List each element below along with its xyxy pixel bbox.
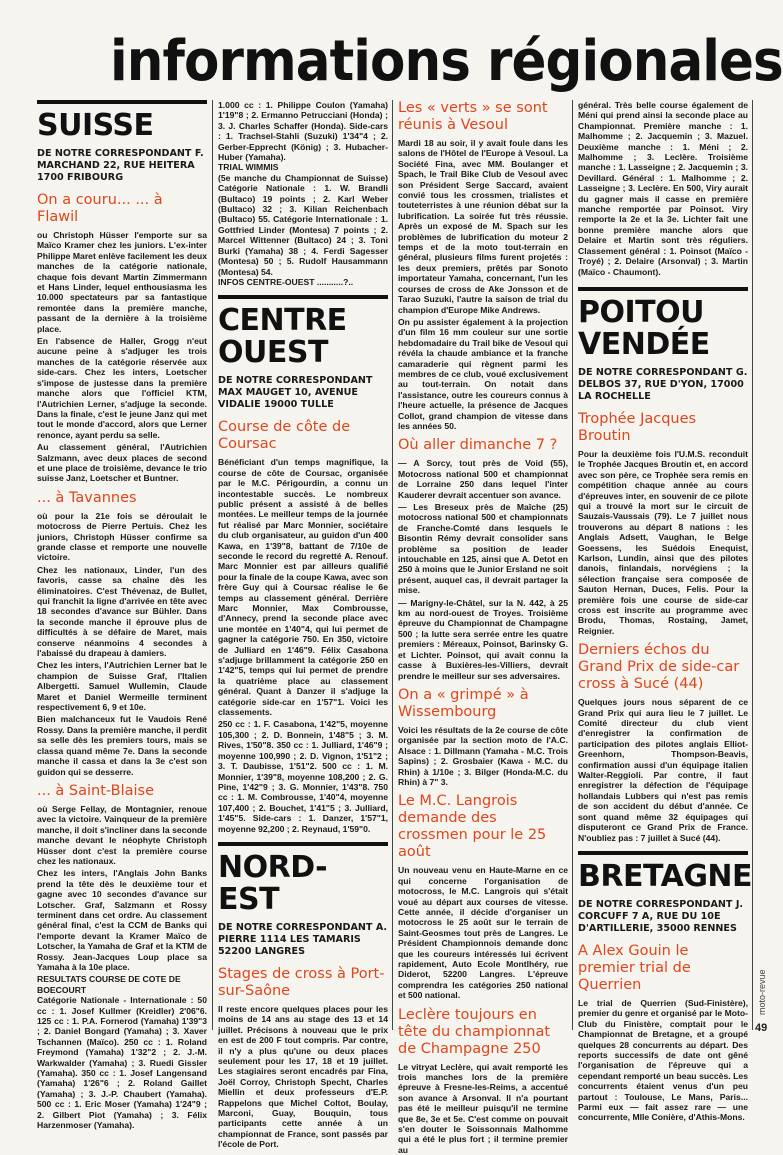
results-title: RESULTATS COURSE DE COTE DE BOECOURT <box>37 974 181 995</box>
headline-tavannes: ... à Tavannes <box>37 489 137 506</box>
paragraph: Quelques jours nous séparent de ce Grand Prix qui aura lieu le 7 juillet. Le Comité directeur du club vient d'enregistrer la confirmation de participation des pilotes anglais Elliot-Greenhorn, Thompson-Beavis, confirmation aussi d'un équipage italien Walter-Reggioli. Par contre, il faut enregistrer la défection de l'équipage hollandais Lubbers qui n'est pas remis de son accident du début d'année. Ce sont quand même 32 équipages qui disputeront ce Grand Prix de France. N'oubliez pas : 7 juillet à Sucé (44). <box>578 697 748 843</box>
region-title-nord-est: NORD-EST <box>218 849 328 917</box>
infos-line: INFOS CENTRE-OUEST ...........?.. <box>218 276 354 287</box>
headline-saint-blaise: ... à Saint-Blaise <box>37 782 155 799</box>
correspondent-address: DE NOTRE CORRESPONDANT A. PIERRE 1114 LES TAMARIS 52200 LANGRES <box>218 921 388 957</box>
paragraph: — A Sorcy, tout près de Void (55), Motocross national 500 et championnat de Lorraine 250 dans lequel l'inter Kauderer devrait accentuer son avance. <box>398 458 568 500</box>
results-list: Catégorie Nationale - Internationale : 50 cc : 1. Josef Kullmer (Kreidler) 2'06"6. 125 cc : 1. P.A. Fornerod (Yamaha) 1'39"3 ; 2. Daniel Bongard (Yamaha) ; 3. Xaver Tschannen (Maïco). 250 cc : 1. Roland Freymond (Yamaha) 1'32"2 ; 2. J.-M. Warkwalder (Yamaha) ; 3. Ruedi Gissler (Yamaha). 350 cc : 1. Josef Langensand (Yamaha) 1'26"6 ; 2. Roland Gaillet (Yamaha) ; 3. J.-P. Chaubert (Yamaha). 500 cc : 1. Eric Moser (Yamaha) 1'24"9 ; 2. Gilbert Piot (Yamaha) ; 3. Félix Harzenmoser (Yamaha). <box>37 995 207 1131</box>
headline-side-car-suce: Derniers échos du Grand Prix de side-car cross à Sucé (44) <box>578 642 740 693</box>
page-number: 49 <box>755 1022 768 1034</box>
headline-langrois: Le M.C. Langrois demande des crossmen pour le 25 août <box>398 793 547 861</box>
paragraph: 250 cc : 1. F. Casabona, 1'42"5, moyenne 105,300 ; 2. D. Bonnein, 1'48"5 ; 3. M. Rives, 1'50"8. 350 cc : 1. Julliard, 1'46"9 ; moyenne 100,990 ; 2. D. Vignon, 1'51"2 ; 3. T. Daubisse, 1'51"2. 500 cc : 1. M. Monnier, 1'39"8, moyenne 108,200 ; 2. G. Pine, 1'42"9 ; 3. G. Monnier, 1'43"8. 750 cc : 1. M. Combrousse, 1'40"4, moyenne 107,400 ; 2. Bouchet, 1'41"5 ; 3. Julliard, 1'45"5. Side-cars : 1. Danzer, 1'57"1, moyenne 92,200 ; 2. Reynaud, 1'59"0. <box>218 719 388 834</box>
article-body <box>578 998 748 1123</box>
section-bar <box>578 287 748 291</box>
correspondent-address: DE NOTRE CORRESPONDANT MAX MAUGET 10, AVENUE VIDALIE 19000 TULLE <box>218 375 373 411</box>
results-list: 1.000 cc : 1. Philippe Coulon (Yamaha) 1'19"8 ; 2. Ermanno Petrucciani (Honda) ; 3. J. Charles Schaffer (Honda). Side-cars : 1. Trachsel-Stahli (Suzuki) 1'34"4 ; 2. Gerber-Epprecht (König) ; 3. Hubacher-Huber (Yamaha). <box>218 100 388 163</box>
section-bar <box>218 295 388 299</box>
section-bar <box>218 842 388 846</box>
region-title-poitou-vendee: POITOU VENDÉE <box>578 294 710 362</box>
paragraph: Le trial de Querrien (Sud-Finistère), premier du genre et organisé par le Moto-Club du Finistère, comptait pour le Championnat de Bretagne, et a groupé quelques 28 concurrents au départ. Des reports successifs de date ont gêné l'organisation de l'épreuve qui a cependant remporté un beau succès. Les concurrents étaient venus d'un peu partout : Toulouse, Le Mans, Paris... Parmi eux — fait assez rare — une concurrente, Mlle Conière, d'Athis-Mons. <box>578 997 748 1123</box>
paragraph: Voici les résultats de la 2e course de côte organisée par la section moto de l'A.C. Alsace : 1. Dillmann (Yamaha - M.C. Trois Sapins) ; 2. Grosbaier (Kawa - M.C. du Rhin) à 1/10e ; 3. Bilger (Honda-M.C. du Rhin) à 7" 3. <box>398 724 568 787</box>
headline-coursac: Course de côte de Coursac <box>218 419 351 453</box>
article-body <box>398 138 568 431</box>
headline-querrien: A Alex Gouin le premier trial de Querrien <box>578 942 691 993</box>
region-title-bretagne: BRETAGNE <box>578 858 753 894</box>
paragraph: Mardi 18 au soir, il y avait foule dans les salons de l'Hôtel de l'Europe à Vesoul. La Société Fina, avec MM. Boulanger et Spach, le Trail Bike Club de Vesoul avec son Président Serge Saccard, avaient convié tous les crossmen, trialistes et touteterristes à une réunion débat sur la lubrification. La soirée fut très réussie. Après un exposé de M. Spach sur les problèmes de lubrification du moteur 2 temps et de la moto tout-terrain en général, plusieurs films furent projetés : les deux premiers, prêtés par Sonoto importateur Yamaha, concernant, l'un les courses de cross de Ake Jonsson et de Tarao Suzuki, l'autre la saison de trial du champion d'Europe Mike Andrews. <box>398 138 568 315</box>
results-list: général. Très belle course également de Méni qui prend ainsi la seconde place au Championnat. Première manche : 1. Malhomme ; 2. Jacquemin ; 3. Mazuel. Deuxième manche : 1. Méni ; 2. Malhomme ; 3. Leclère. Troisième manche : 1. Lasseigne ; 2. Jacquemin ; 3. Devillard. Général : 1. Malhomme ; 2. Lasseigne ; 3. Leclère. En 500, Viry aurait du gagner mais il casse en première manche remportée par Poinsot. Viry remporte la 2e et la 3e. Lichter fait une bonne première manche alors que Delaire et Martin sont très réguliers. Classement général : 1. Poinsot (Maïco - Troyé) ; 2. Delaire (Arsonval) ; 3. Martin (Maïco - Chaumont). <box>578 100 748 277</box>
article-body <box>218 1004 388 1150</box>
paragraph: Bénéficiant d'un temps magnifique, la course de côte de Coursac, organisée par le M.C. Périgourdin, a connu un incontestable succès. Le nombreux public présent a assisté à de belles montées. Le meilleur temps de la journée fut réalisé par Marc Monnier, sociétaire du club organisateur, au guidon d'un 400 Kawa, en 1'39"8, battant de 7/10e de seconde le record du regretté A. Renouf. Marc Monnier est par ailleurs qualifié pour la finale de la coupe Kawa, avec son frère Guy qui à Coursac réalise le 6e temps au classement général. Derrière Marc Monnier, Max Combrousse, d'Annecy, prend la seconde place avec une montée en 1'40"4, qui lui permet de gagner la catégorie 750. En 350, victoire de Julliard en 1'46"9. Félix Casabona s'adjuge brillamment la catégorie 250 en 1'42"5, temps qui lui permet de prendre la quatrième place au classement général. Quant à Danzer il s'adjuge la catégorie side-car en 1'57"1. Voici les classements. <box>218 457 388 718</box>
paragraph: En l'absence de Haller, Grogg n'eut aucune peine à s'adjuger les trois manches de la catégorie réservée aux side-cars. Chez les inters, Loetscher s'impose de justesse dans la première manche alors que l'officiel KTM, l'Autrichien Lerner, s'adjuge la seconde. Dans la finale, c'est le jeune Janz qui met tout le monde d'accord, alors que Lerner renonce, ayant perdu sa selle. <box>37 336 207 440</box>
article-body <box>37 230 207 484</box>
correspondent-address: DE NOTRE CORRESPONDANT J. CORCUFF 7 A, RUE DU 10E D'ARTILLERIE, 35000 RENNES <box>578 898 744 934</box>
paragraph: Au classement général, l'Autrichien Salzmann, avec deux places de second et une place de troisième, devance le trio suisse Janz, Loetscher et Buntner. <box>37 442 207 484</box>
article-body <box>398 1062 568 1155</box>
headline-trophee-broutin: Trophée Jacques Broutin <box>578 410 697 444</box>
article-body <box>398 865 568 1000</box>
paragraph: Chez les nationaux, Linder, l'un des favoris, casse sa chaîne dès les éliminatoires. C'est Thévenaz, de Bullet, qui franchit la ligne d'arrivée en tête avec 18 secondes d'avance sur Bühler. Dans la seconde manche il éprouve plus de difficultés à se défaire de Maret, mais conserve néanmoins 4 secondes à l'abaissé du drapeau à damiers. <box>37 564 207 659</box>
correspondent-address: DE NOTRE CORRESPONDANT G. DELBOS 37, RUE D'YON, 17000 LA ROCHELLE <box>578 366 748 402</box>
headline-port-sur-saone: Stages de cross à Port-sur-Saône <box>218 965 385 999</box>
column-4 <box>578 100 753 1123</box>
headline-leclere: Leclère toujours en tête du championnat de Champagne 250 <box>398 1006 551 1057</box>
headline-flawil: On a couru... ... à Flawil <box>37 192 163 225</box>
column-rule <box>212 100 213 1030</box>
paragraph: ou Christoph Hüsser l'emporte sur sa Maïco Kramer chez les juniors. L'ex-inter Philippe Maret enlève facilement les deux manches de la catégorie nationale, chaque fois devant Martin Zimmermann et Hans Linder, lequel enthousiasma les 10.000 spectateurs par sa fantastique remontée dans la première manche, passant de la dernière à la troisième place. <box>37 230 207 334</box>
column-rule <box>572 100 573 1030</box>
article-body <box>37 804 207 973</box>
column-3 <box>398 100 568 1155</box>
paragraph: — Marigny-le-Châtel, sur la N. 442, à 25 km au nord-ouest de Troyes. Troisième épreuve du Championnat de Champagne 500 ; la lutte sera serrée entre les quatre premiers : Méreaux, Poinsot, Barinsky G. et Lichter. Poinsot, qui avait connu la casse à Buxières-les-Villiers, devrait prendre le meilleur sur ses adversaires. <box>398 597 568 681</box>
article-body <box>218 457 388 834</box>
page-title: informations régionales <box>110 29 783 94</box>
section-bar <box>578 851 748 855</box>
region-title-suisse: SUISSE <box>37 108 154 143</box>
column-2 <box>218 100 388 1150</box>
results-title: TRIAL WIMMIS <box>218 162 279 173</box>
article-body <box>37 511 207 777</box>
paragraph: Un nouveau venu en Haute-Marne en ce qui concerne l'organisation de motocross, le M.C. Langrois qui s'était voué au départ aux courses de vitesse. Cette année, il décide d'organiser un motocross le 25 août sur le terrain de Saint-Geosmes tout près de Langres. Le Président Championnois demande donc que les coureurs intéressés lui écrivent rapidement, Auto Ecole Montlhéry, rue Diderot, 52200 Langres. L'épreuve comprendra les catégories 250 national et 500 national. <box>398 865 568 1001</box>
article-body <box>578 449 748 636</box>
column-rule <box>752 100 753 1030</box>
paragraph: On pu assister également à la projection d'un film 16 mm couleur sur une sortie hebdomadaire du Trail bike de Vesoul qui révéla la chaude ambiance et la franche camaraderie qui règnent parmi les membres de ce club, voué exclusivement au tout-terrain. On notait dans l'assistance, outre les coureurs connus à l'heure actuelle, la présence de Jacques Collot, grand champion de vitesse dans les années 50. <box>398 316 568 431</box>
magazine-name: moto-revue <box>757 969 767 1015</box>
section-bar <box>37 100 207 104</box>
region-title-centre-ouest: CENTRE OUEST <box>218 303 347 371</box>
paragraph: Le vitryat Leclère, qui avait remporté les trois manches lors de la première épreuve à Fresne-les-Reims, a accentué son avance à Arsonval. Il n'a pourtant pas été le meilleur puisqu'il ne termine que 8e, 3e et 5e. C'est comme on pouvait s'en douter le Soissonnais Malhomme qui a été le plus fort ; il termine premier au <box>398 1061 568 1155</box>
article-body <box>398 725 568 787</box>
paragraph: — Les Breseux près de Maîche (25) motocross national 500 et championnats de Franche-Comté dans lesquels le Bisontin Rémy devrait consolider sans problème sa position de leader intouchable en 125, ainsi que A. Detot en 250 à moins que le Junior Ersland ne soit présent, auquel cas, il devrait partager la mise. <box>398 502 568 596</box>
paragraph: Bien malchanceux fut le Vaudois René Rossy. Dans la première manche, il perdit sa selle dès les premiers tours, mais se classa quand même 7e. Dans la seconde manche il cassa et dans la 3e c'est son guidon qui se desserre. <box>37 714 207 777</box>
headline-dimanche: Où aller dimanche 7 ? <box>398 437 558 454</box>
results-list: (5e manche du Championnat de Suisse) Catégorie Nationale : 1. W. Brandli (Bultaco) 19 points ; 2. Karl Weber (Bultaco) 32 ; 3. Kilian Reichenbach (Bultaco) 55. Catégorie Internationale : 1. Gottfried Linder (Montesa) 7 points ; 2. Marcel Wittenner (Bultaco) 24 ; 3. Toni Burki (Yamaha) 38 ; 4. Ferdi Sagesser (Montesa) 50 ; 5. Rudolf Hausammann (Montesa) 54. <box>218 172 388 277</box>
headline-vesoul: Les « verts » se sont réunis à Vesoul <box>398 100 548 133</box>
column-rule <box>392 100 393 1030</box>
paragraph: Chez les inters, l'Autrichien Lerner bat le champion de Suisse Graf, l'Italien Albergetti. Samuel Wullemin, Claude Maret et Daniel Wermeille terminent respectivement 6, 9 et 10e. <box>37 660 207 713</box>
paragraph: Pour la deuxième fois l'U.M.S. reconduit le Trophée Jacques Broutin et, en accord avec son père, ce Trophée sera remis en compétition chaque année au cours d'épreuves inter, en souvenir de ce pilote qui a trouvé la mort sur le circuit de Sauzais-Vaussais (79). Le 7 juillet nous trouverons au départ 8 nations : les Anglais Adsett, Vaughan, le Belge Goessens, les Suédois Enequist, Karlson, Lundin, ainsi que des pilotes danois, finlandais, norvégiens ; la sélection française sera composée de Sauton Hernan, Duces, Felis. Pour la première fois une course de side-car cross est inscrite au programme avec Brodu, Thomas, Rostaing, Jamet, Reignier. <box>578 448 748 636</box>
column-1 <box>37 100 207 1131</box>
paragraph: où Serge Fellay, de Montagnier, renoue avec la victoire. Vainqueur de la première manche, il doit s'incliner dans la seconde manche devant le néophyte Christoph Hüsser dont c'est la première course chez les nationaux. <box>37 803 207 866</box>
paragraph: où pour la 21e fois se déroulait le motocross de Pierre Pertuis. Chez les juniors, Christoph Hüsser confirme sa grande classe et remporte une nouvelle victoire. <box>37 510 207 563</box>
paragraph: Il reste encore quelques places pour les moins de 14 ans au stage des 13 et 14 juillet. Précisons à nouveau que le prix en est de 200 F tout compris. Par contre, il n'y a plus qu'une ou deux places seulement pour les 17, 18 et 19 juillet. Les stagiaires seront encadrés par Fina, Joël Corroy, Christoph Specht, Charles Miellin et deux professeurs d'E.P. Rappelons que Michel Coltot, Boulay, Marconi, Guay, Bouquin, tous participants cette année à un championnat de France, sont passés par l'école de Port. <box>218 1003 388 1150</box>
headline-wissembourg: On a « grimpé » à Wissembourg <box>398 686 529 720</box>
article-body <box>578 697 748 843</box>
correspondent-address: DE NOTRE CORRESPONDANT F. MARCHAND 22, RUE HEITERA 1700 FRIBOURG <box>37 148 204 183</box>
article-body <box>398 458 568 681</box>
paragraph: Chez les inters, l'Anglais John Banks prend la tête dès le deuxième tour et gagne avec 10 secondes d'avance sur Lotscher. Graf, Salzmann et Rossy terminent dans cet ordre. Au classement général final, c'est la CCM de Banks qui l'emporte devant la Kramer Maïco de Lotscher, la Yamaha de Graf et la KTM de Rossy. Jean-Jacques Loup place sa Yamaha à la 10e place. <box>37 868 207 972</box>
